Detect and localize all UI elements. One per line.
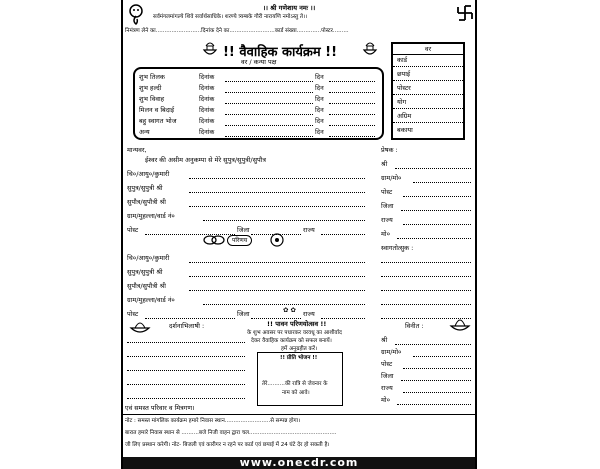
note-line-1: नोट : समस्त मांगलिक कार्यक्रम हमारे निवास स्थान..........................से सम्पन्न होगा।: [125, 418, 301, 424]
day-label: दिन: [315, 84, 324, 92]
event-name: अन्य: [139, 128, 150, 136]
field-label: राज्य: [381, 384, 393, 392]
pavan-title: !! पावन परिणयोत्सव !!: [267, 320, 327, 328]
intro-text: ईश्वर की असीम अनुकम्पा से मेरे सुपुत्र/सुपुत्री/सुपौत्र: [145, 156, 266, 164]
family-line: एवं समस्त परिवार व मित्रगण।: [125, 404, 195, 412]
field-label: जिला: [381, 372, 394, 380]
field-label: ग्राम/मो०: [381, 348, 402, 356]
field-label: सुपुत्र/सुपुत्री श्री: [127, 268, 163, 276]
field-label: पोस्ट: [381, 360, 393, 368]
field-label: सुपौत्र/सुपौत्री श्री: [127, 282, 166, 290]
field-label: पोस्ट: [381, 188, 393, 196]
note-line-3: जी लिए प्रस्थान करेगी। नोट- बिजली एवं कारीगर न रहने पर कार्ड एवं छपाई में 24 घंटे देर हो सकती है।: [125, 442, 330, 448]
field-label: राज्य: [303, 226, 315, 234]
event-row: [139, 95, 379, 106]
field-label: सुपुत्र/सुपुत्री श्री: [127, 184, 163, 192]
event-row: [139, 73, 379, 84]
field-label: जिला: [237, 226, 250, 234]
marriage-badge: परिणय: [227, 235, 252, 246]
event-row: [139, 117, 379, 128]
sloka: सर्वमंगलमांगल्ये शिवे सर्वार्थसाधिके। शरण्ये त्र्यम्बके गौरी नारायणि नमोऽस्तु ते।।: [153, 14, 308, 20]
sender-label: प्रेषक :: [381, 146, 398, 154]
day-label: दिन: [315, 117, 324, 125]
event-name: शुभ विवाह: [139, 95, 165, 103]
pavan-text: हमें अनुग्रहीत करें।: [281, 346, 318, 352]
date-label: दिनांक: [199, 117, 215, 125]
invocation: ।। श्री गणेशाय नमः ।।: [263, 4, 316, 12]
side-label: वर / कन्या पक्ष: [241, 58, 277, 66]
page-title: !! वैवाहिक कार्यक्रम !!: [223, 45, 338, 60]
field-label: राज्य: [303, 310, 315, 318]
day-label: दिन: [315, 73, 324, 81]
feast-text: तेरे..........की रात्रि से जेवनार के: [262, 381, 328, 387]
field-label: श्री: [381, 160, 388, 168]
var-row-label: छपाई: [397, 70, 411, 78]
kalash-icon: [129, 318, 151, 334]
kalash-icon: [449, 314, 471, 332]
event-name: बहु स्वागत भोज: [139, 117, 177, 125]
date-label: दिनांक: [199, 106, 215, 114]
event-name: शुभ तिलक: [139, 73, 165, 81]
ornament: ✿ ✿: [283, 306, 296, 314]
field-label: जिला: [381, 202, 394, 210]
event-list: [139, 73, 379, 139]
event-name: मिलन व बिदाई: [139, 106, 175, 114]
var-row-label: बकाया: [397, 126, 413, 134]
date-label: दिनांक: [199, 84, 215, 92]
field-label: पोस्ट: [127, 226, 139, 234]
event-row: [139, 106, 379, 117]
note-line-2: बारात हमारे निवास स्थान से ..........बजे निजी वाहन द्वारा चल..................................................: [125, 430, 337, 436]
event-schedule-box: [133, 67, 384, 140]
date-label: दिनांक: [199, 128, 215, 136]
var-cost-box: [391, 42, 465, 140]
day-label: दिन: [315, 128, 324, 136]
var-row-label: अग्रिम: [397, 112, 412, 120]
welcome-label: स्वागतोत्सुक :: [381, 244, 414, 252]
date-label: दिनांक: [199, 95, 215, 103]
field-label: सुपौत्र/सुपौत्री श्री: [127, 198, 166, 206]
field-label: श्री: [381, 336, 388, 344]
event-row: [139, 128, 379, 139]
darshan-label: दर्शनाभिलाषी :: [169, 322, 205, 330]
feast-box: [257, 352, 343, 406]
event-row: [139, 84, 379, 95]
day-label: दिन: [315, 95, 324, 103]
var-row-label: योग: [397, 98, 407, 106]
field-label: चि०/आयु०/कुमारी: [127, 170, 170, 178]
field-label: मो०: [381, 396, 390, 404]
website-footer[interactable]: www.onecdr.com: [123, 457, 475, 469]
field-label: पोस्ट: [127, 310, 139, 318]
swastika-icon: [457, 5, 473, 21]
kalash-icon: [201, 40, 219, 58]
invitation-card: [121, 0, 477, 469]
field-label: मो०: [381, 230, 390, 238]
pavan-text: देकर वैवाहिक कार्यक्रम को सफल बनायें।: [251, 338, 332, 344]
rings-icon: [203, 234, 225, 246]
var-heading: वर: [393, 44, 463, 55]
feast-title: !! प्रीति भोजन !!: [280, 355, 318, 361]
feast-text: नाम को आवे।: [282, 390, 310, 396]
salutation: मान्यवर,: [127, 146, 147, 154]
invite-date-line: निमंत्रण लेने का..........................दिनांक देने का..........................कार्ड संख्या..............पोस्टर.........: [125, 28, 349, 34]
field-label: ग्राम/मो०: [381, 174, 402, 182]
field-label: जिला: [237, 310, 250, 318]
ganesha-icon: [127, 3, 145, 25]
pavan-text: के शुभ अवसर पर पधारकर वरवधू का आशीर्वाद: [247, 330, 342, 336]
vinit-label: विनीत :: [405, 322, 424, 330]
var-row-label: पोस्टर: [397, 84, 411, 92]
event-name: शुभ हल्दी: [139, 84, 162, 92]
kalash-icon: [269, 232, 285, 248]
field-label: ग्राम/मुहल्ला/वार्ड नं०: [127, 212, 175, 220]
field-label: ग्राम/मुहल्ला/वार्ड नं०: [127, 296, 175, 304]
field-label: राज्य: [381, 216, 393, 224]
day-label: दिन: [315, 106, 324, 114]
date-label: दिनांक: [199, 73, 215, 81]
var-row-label: कार्ड: [397, 56, 408, 64]
kalash-icon: [361, 40, 379, 58]
field-label: चि०/आयु०/कुमारी: [127, 254, 170, 262]
